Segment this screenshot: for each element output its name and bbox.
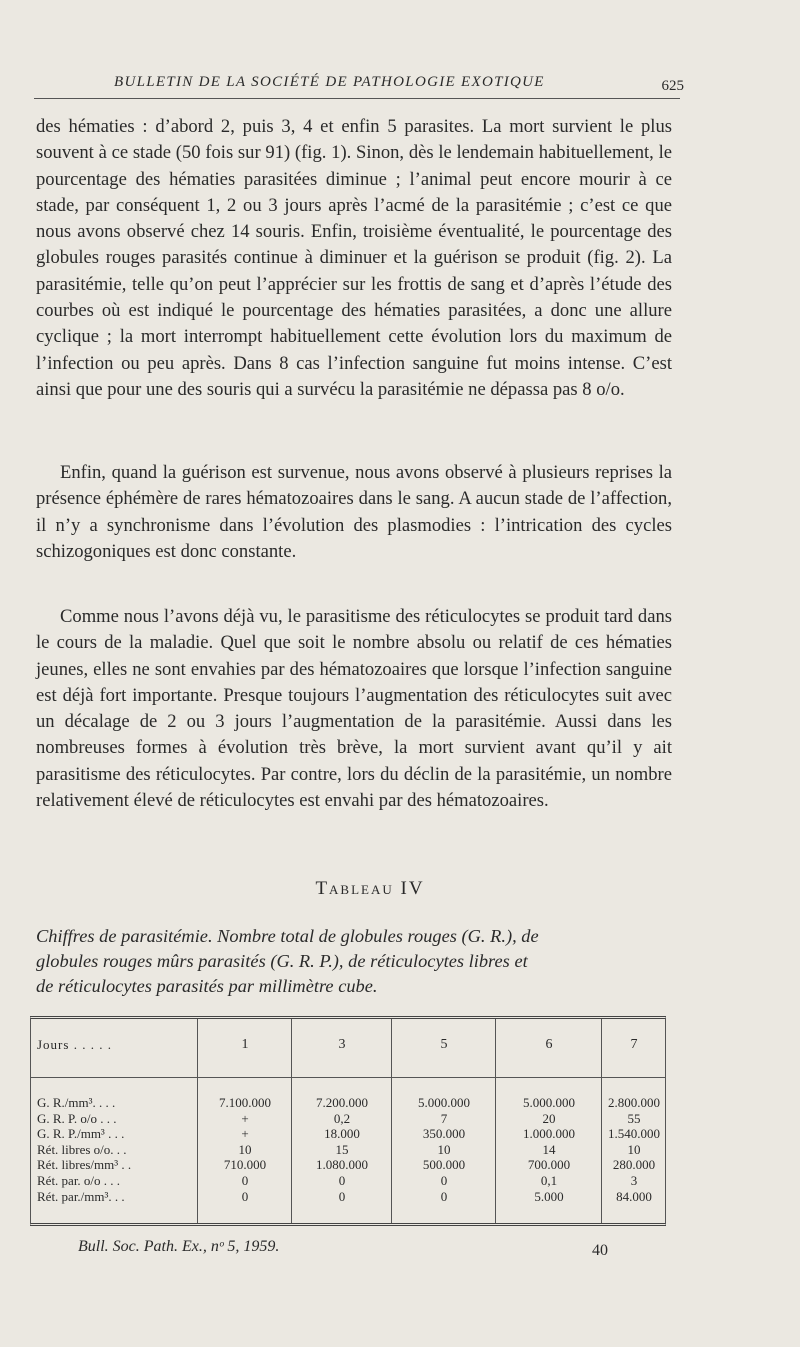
day-column-7 [601, 1019, 666, 1223]
caption-line: de réticulocytes parasités par millimètre cube. [36, 976, 378, 996]
table-cell: 0 [440, 1172, 448, 1188]
row-label: G. R. P. o/o . . . [37, 1110, 117, 1126]
table-cell: 0 [241, 1172, 249, 1188]
table-cell: 2.800.000 [608, 1095, 660, 1110]
table-cell: 0 [338, 1188, 346, 1204]
table-cell: 0,1 [540, 1172, 558, 1188]
table-cell: 3 [630, 1172, 638, 1188]
day-header: 1 [241, 1037, 249, 1052]
table-cell: 280.000 [612, 1157, 656, 1173]
day-column-1 [197, 1019, 292, 1223]
day-header: 5 [440, 1037, 448, 1052]
table-caption [36, 924, 672, 999]
day-header: 3 [338, 1037, 346, 1052]
parasitemia-table [30, 1016, 666, 1226]
row-label: G. R. P./mm³ . . . [37, 1126, 125, 1142]
column-cells [292, 1095, 392, 1204]
paragraph-2 [36, 460, 672, 565]
table-cell: 0 [338, 1172, 346, 1188]
column-cells [198, 1095, 292, 1204]
column-cells [496, 1095, 602, 1204]
table-cell: 500.000 [422, 1157, 466, 1173]
table-cell: 7.100.000 [219, 1095, 271, 1110]
paragraph-1 [36, 114, 672, 403]
jours-label: Jours . . . . . [37, 1037, 112, 1052]
table-cell: 10 [437, 1141, 451, 1157]
running-title: BULLETIN DE LA SOCIÉTÉ DE PATHOLOGIE EXOTIQUE [114, 74, 545, 90]
table-heading: Tableau IV [315, 878, 425, 899]
row-label: Rét. par. o/o . . . [37, 1172, 121, 1188]
caption-line: globules rouges mûrs parasités (G. R. P.), de réticulocytes libres et [36, 951, 528, 971]
table-cell: 5.000.000 [418, 1095, 470, 1110]
header-rule [198, 1077, 292, 1078]
table-cell: 0,2 [333, 1110, 351, 1126]
header-rule [392, 1077, 496, 1078]
row-label: Rét. libres/mm³ . . [37, 1157, 132, 1173]
signature-number: 40 [592, 1242, 608, 1259]
table-cell: 0 [440, 1188, 448, 1204]
day-header: 6 [545, 1037, 553, 1052]
header-rule [31, 1077, 197, 1078]
paragraph-text: des hématies : d’abord 2, puis 3, 4 et enfin 5 parasites. La mort survient le plus souvent à ce stade (50 fois sur 91) (fig. 1). Sinon, dès le lendemain habituellement, le pourcentage des hématies parasitées diminue ; l’animal peut encore mourir à ce stade, par conséquent 1, 2 ou 3 jours après l’acmé de la parasitémie ; c’est ce que nous avons observé chez 14 souris. Enfin, troisième éventualité, le pourcentage des globules rouges parasités continue à diminuer et la guérison se produit (fig. 2). La parasitémie, telle qu’on peut l’apprécier sur les frottis de sang et d’après l’étude des courbes où est indiqué le pourcentage des hématies parasitées, a donc une allure cyclique ; la mort interrompt habituellement cette évolution lors du maximum de l’infection ou peu après. Dans 8 cas l’infection sanguine fut moins intense. C’est ainsi que pour une des souris qui a survécu la parasitémie ne dépassa pas 8 o/o. [36, 116, 672, 400]
table-cell: 1.000.000 [523, 1126, 575, 1142]
table-cell: 15 [335, 1141, 349, 1157]
row-label: Rét. libres o/o. . . [37, 1141, 127, 1157]
paragraph-text: Enfin, quand la guérison est survenue, nous avons observé à plusieurs reprises la présence éphémère de rares hématozoaires dans le sang. A aucun stade de l’affection, il n’y a synchronisme dans l’évolution des plasmodies : l’intrication des cycles schizogoniques est donc constante. [36, 462, 672, 562]
table-cell: 350.000 [422, 1126, 466, 1142]
table-cell: 710.000 [223, 1157, 267, 1173]
row-labels [37, 1095, 131, 1204]
day-column-3 [291, 1019, 392, 1223]
table-cell: 14 [542, 1141, 556, 1157]
row-label: G. R./mm³. . . . [37, 1095, 116, 1110]
table-cell: 700.000 [527, 1157, 571, 1173]
table-cell: 55 [627, 1110, 641, 1126]
day-column-5 [391, 1019, 496, 1223]
table-cell: 84.000 [616, 1188, 652, 1204]
paragraph-text: Comme nous l’avons déjà vu, le parasitisme des réticulocytes se produit tard dans le cours de la maladie. Quel que soit le nombre absolu ou relatif de ces hématies jeunes, elles ne sont envahies par des hématozoaires que lorsque l’infection sanguine est déjà fort importante. Presque toujours l’augmentation des réticulocytes suit avec un décalage de 2 ou 3 jours l’augmentation de la parasitémie. Aussi dans les nombreuses formes à évolution très brève, la mort survient avant qu’il y ait parasitisme des réticulocytes. Par contre, lors du déclin de la parasitémie, un nombre relativement élevé de réticulocytes est envahi par des hématozoaires. [36, 606, 672, 812]
column-cells [602, 1095, 666, 1204]
caption-line: Chiffres de parasitémie. Nombre total de globules rouges (G. R.), de [36, 926, 539, 946]
column-cells [392, 1095, 496, 1204]
table-cell: 10 [238, 1141, 252, 1157]
header-rule [292, 1077, 392, 1078]
label-column [31, 1019, 197, 1223]
table-cell: 5.000 [534, 1188, 564, 1204]
page-number: 625 [661, 78, 684, 94]
table-cell: 0 [241, 1188, 249, 1204]
table-cell: 7.200.000 [316, 1095, 368, 1110]
table-cell: 5.000.000 [523, 1095, 575, 1110]
paragraph-3 [36, 604, 672, 814]
table-cell: + [241, 1126, 249, 1142]
footer-citation: Bull. Soc. Path. Ex., nᵒ 5, 1959. [78, 1238, 280, 1255]
header-rule [34, 98, 680, 99]
day-header: 7 [630, 1037, 638, 1052]
day-column-6 [495, 1019, 602, 1223]
table-cell: 10 [627, 1141, 641, 1157]
table-cell: + [241, 1110, 249, 1126]
row-label: Rét. par./mm³. . . [37, 1188, 125, 1204]
table-cell: 1.540.000 [608, 1126, 660, 1142]
table-cell: 7 [440, 1110, 448, 1126]
table-cell: 1.080.000 [316, 1157, 368, 1173]
running-head [34, 74, 684, 100]
table-cell: 20 [542, 1110, 556, 1126]
header-rule [496, 1077, 602, 1078]
header-rule [602, 1077, 666, 1078]
table-cell: 18.000 [324, 1126, 360, 1142]
